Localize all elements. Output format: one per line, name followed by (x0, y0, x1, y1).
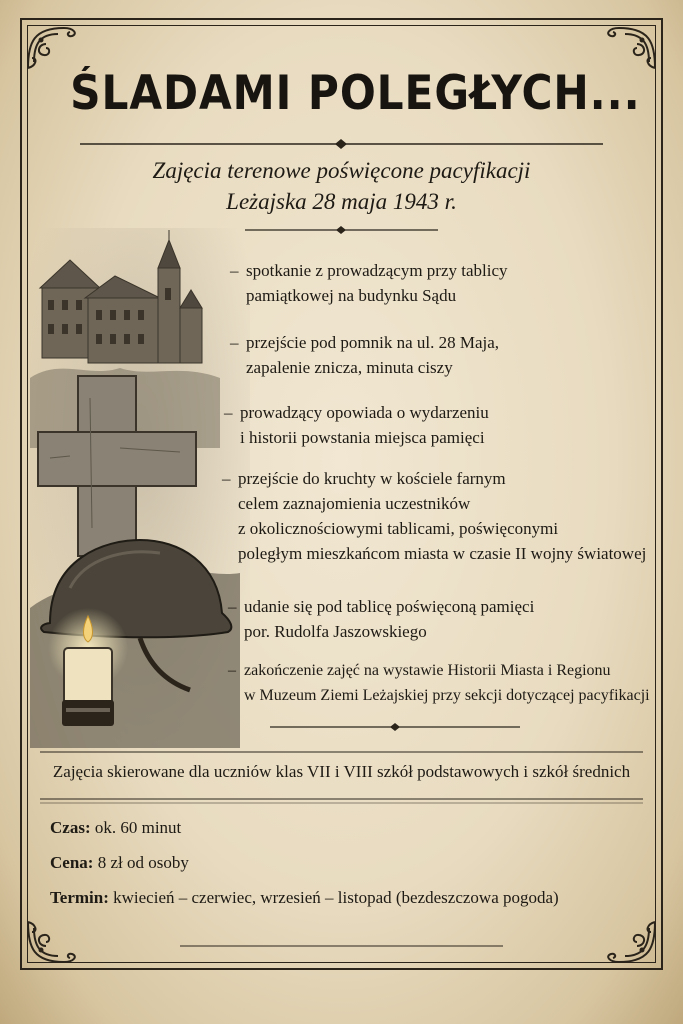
divider-ornament (270, 721, 520, 733)
ornament-corner-icon (589, 22, 659, 72)
memorial-illustration (30, 228, 250, 748)
page-title: ŚLADAMI POLEGŁYCH... (70, 66, 641, 121)
list-item: – prowadzący opowiada o wydarzeniu i historii powstania miejsca pamięci (224, 403, 489, 447)
list-item: – przejście do kruchty w kościele farnym celem zaznajomienia uczestników z okolicznościowymi tablicami, poświęconymi poległym mieszkańcom miasta w czasie II wojny światowej (222, 469, 647, 563)
divider-ornament (80, 138, 603, 150)
list-item: – spotkanie z prowadzącym przy tablicy pamiątkowej na budynku Sądu (230, 261, 508, 305)
list-item: – zakończenie zajęć na wystawie Historii Miasta i Regionu w Muzeum Ziemi Leżajskiej przy sekcji dotyczącej pacyfikacji (228, 662, 650, 704)
subtitle-line-1: Zajęcia terenowe poświęcone pacyfikacji (152, 158, 531, 183)
info-time: Czas: ok. 60 minut (50, 818, 182, 837)
audience-text: Zajęcia skierowane dla uczniów klas VII i VIII szkół podstawowych i szkół średnich (52, 762, 631, 781)
list-item: – udanie się pod tablicę poświęconą pamięci por. Rudolfa Jaszowskiego (228, 597, 535, 641)
info-term: Termin: kwiecień – czerwiec, wrzesień – listopad (bezdeszczowa pogoda) (50, 888, 559, 907)
info-price: Cena: 8 zł od osoby (50, 853, 189, 872)
divider-line (40, 746, 643, 758)
ornament-corner-icon (24, 22, 94, 72)
divider-line (40, 795, 643, 807)
ornament-corner-icon (24, 918, 94, 968)
ornament-corner-icon (589, 918, 659, 968)
list-item: – przejście pod pomnik na ul. 28 Maja, zapalenie znicza, minuta ciszy (230, 333, 500, 377)
divider-ornament (245, 224, 438, 236)
subtitle-line-2: Leżajska 28 maja 1943 r. (226, 189, 457, 214)
divider-ornament (180, 940, 503, 952)
